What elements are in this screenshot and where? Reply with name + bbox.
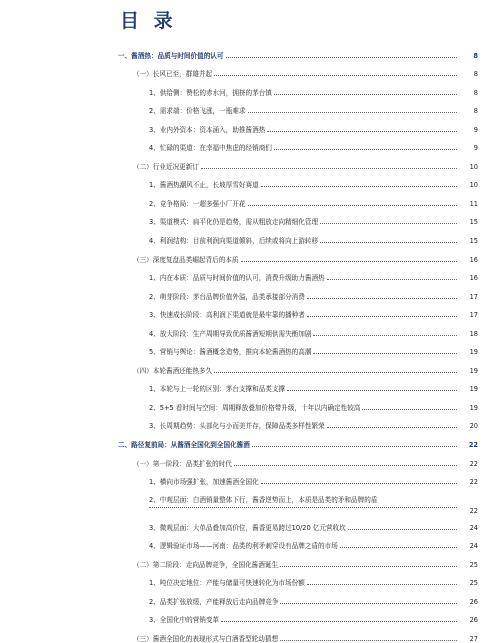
toc-page-number: 8 [473, 70, 478, 79]
toc-page-number: 17 [469, 292, 478, 301]
dot-leader [287, 390, 457, 391]
toc-page-number: 18 [469, 329, 478, 338]
toc-page-number: 9 [473, 125, 478, 134]
toc-entry[interactable] [0, 356, 500, 375]
toc-entry-title: 二、路径复前局：从酱酒全国化到全国化酱酒 [118, 441, 250, 450]
dot-leader [320, 242, 457, 243]
dot-leader [149, 507, 457, 508]
toc-entry-title: 3、渠道模式：扁平化仍是趋势，需从粗放走向精细化管理 [149, 218, 319, 227]
toc-page-number: 26 [469, 597, 478, 606]
dot-leader [248, 112, 457, 113]
dot-leader [274, 94, 457, 95]
toc-entry-title: 4、忙碌的渠道：在幸福中焦虑的经销商们 [149, 144, 272, 153]
dot-leader [221, 621, 457, 622]
table-of-contents [0, 41, 500, 643]
toc-page-number: 19 [469, 403, 478, 412]
dot-leader [248, 205, 457, 206]
toc-page-number: 17 [469, 311, 478, 320]
toc-entry[interactable] [0, 264, 500, 283]
toc-entry[interactable] [0, 226, 500, 245]
dot-leader [307, 584, 457, 585]
toc-page-number: 8 [473, 51, 478, 60]
toc-entry[interactable] [0, 449, 500, 468]
toc-entry-title: 一、酱酒热：品质与时间价值的认可 [118, 51, 224, 60]
dot-leader [313, 353, 457, 354]
dot-leader [327, 427, 457, 428]
toc-entry-title: 2、萌芽阶段：茅台品牌价值外溢，品类承接部分消费 [149, 292, 305, 301]
toc-entry[interactable] [0, 301, 500, 320]
toc-page-number: 10 [469, 181, 478, 190]
toc-entry[interactable] [0, 282, 500, 301]
toc-entry-title: （三）酱酒全国化的表现形式与白酒香型轮动猜想 [133, 634, 279, 643]
toc-page-number: 22 [469, 478, 478, 487]
toc-entry-title: 1、供给侧：赞松的赤水河，拥挤的茅台镇 [149, 88, 272, 97]
toc-entry[interactable] [0, 468, 500, 487]
toc-entry[interactable] [0, 245, 500, 264]
dot-leader [252, 446, 457, 447]
toc-entry-title: 4、放大阶段：生产周期导致优质酱酒短期供需失衡加剧 [149, 329, 312, 338]
toc-entry[interactable] [0, 412, 500, 431]
toc-entry-title: 3、业内外资本：资本涌入，助推酱酒热 [149, 125, 266, 134]
toc-entry[interactable] [0, 624, 500, 643]
toc-page-number: 22 [468, 441, 478, 450]
toc-entry[interactable] [0, 41, 500, 60]
toc-entry-title: 1、本轮与上一轮的区别：茅台支撑和品类支撑 [149, 385, 286, 394]
dot-leader [348, 529, 457, 530]
toc-entry-title: （二）第二阶段：走向品牌竞争，全国化酱酒诞生 [133, 560, 279, 569]
dot-leader [280, 566, 457, 567]
toc-page-number: 19 [469, 385, 478, 394]
toc-entry[interactable] [0, 513, 500, 532]
dot-leader [280, 640, 457, 641]
toc-entry-title: （四）本轮酱酒还能热多久 [133, 366, 213, 375]
toc-entry-title: 2、品类扩张放缓，产能释放后走向品牌竞争 [149, 597, 279, 606]
dot-leader [226, 57, 458, 58]
toc-entry-title: 1、吨位决定地位：产能与储量可快速转化为市场份额 [149, 579, 305, 588]
toc-entry[interactable] [0, 486, 500, 516]
toc-entry[interactable] [0, 115, 500, 134]
toc-entry[interactable] [0, 134, 500, 153]
toc-entry[interactable] [0, 97, 500, 116]
toc-page-number: 15 [469, 237, 478, 246]
dot-leader [267, 131, 457, 132]
toc-entry[interactable] [0, 550, 500, 569]
toc-page-number: 8 [473, 88, 478, 97]
toc-page-number: 11 [469, 199, 478, 208]
dot-leader [313, 335, 457, 336]
toc-page-number: 26 [469, 616, 478, 625]
toc-page-number: 9 [473, 144, 478, 153]
toc-entry-title: 4、利润结构：目前利润向渠道倾斜，后续或将向上游转移 [149, 237, 319, 246]
toc-entry-title: 3、长周期趋势：头部化与小而美并存，保障品类多样性繁荣 [149, 422, 325, 431]
toc-entry-title: 3、全国化中的营销变革 [149, 616, 220, 625]
toc-page-number: 8 [473, 107, 478, 116]
toc-entry-title: （三）深度复盘品类崛起背后的本质 [133, 255, 239, 264]
toc-entry[interactable] [0, 569, 500, 588]
toc-entry-title: 5、营销与舆论：酱酒概念造势，推向本轮酱酒热的高潮 [149, 348, 312, 357]
toc-page-number: 25 [469, 560, 478, 569]
dot-leader [201, 168, 457, 169]
toc-entry-title: 3、快速成长阶段：高利润下渠道就是最牢靠的播种者 [149, 311, 305, 320]
dot-leader [234, 465, 457, 466]
toc-entry-title: 2、竞争格局：一超多强小厂开花 [149, 199, 246, 208]
toc-entry-title: 1、内在本质：品质与时间价值的认可，消费升级助力酱酒热 [149, 274, 325, 283]
dot-leader [280, 603, 457, 604]
toc-page-number: 16 [469, 274, 478, 283]
toc-entry[interactable] [0, 338, 500, 357]
toc-entry[interactable] [0, 152, 500, 171]
toc-entry[interactable] [0, 189, 500, 208]
toc-entry[interactable] [0, 532, 500, 551]
toc-entry-title: 2、中观层面：白酒销量整体下行，酱香逆势而上，本质是品类的矛和品牌的盾 [149, 496, 378, 505]
toc-page-number: 24 [469, 523, 478, 532]
dot-leader [241, 261, 458, 262]
toc-page-number: 19 [469, 348, 478, 357]
dot-leader [274, 149, 457, 150]
toc-entry[interactable] [0, 587, 500, 606]
toc-page-number: 24 [469, 542, 478, 551]
toc-entry-title: 3、微观层面：大单品叠加高价位，酱香更易跨过10/20 亿元营收坎 [149, 523, 346, 532]
dot-leader [261, 186, 457, 187]
dot-leader [340, 547, 457, 548]
toc-page-number: 20 [469, 422, 478, 431]
page-title: 目 录 [120, 10, 177, 32]
toc-entry-title: 1、酱酒热潮风不止，长坡厚雪好赛道 [149, 181, 259, 190]
toc-page-number: 10 [469, 162, 478, 171]
toc-entry-title: （一）长风已至，群雄并起 [133, 70, 213, 79]
toc-entry[interactable] [0, 606, 500, 625]
toc-entry-title: 4、逻辑验证市场——河南：品类的利矛刺穿设有品牌之盾的市场 [149, 542, 338, 551]
toc-page-number: 19 [469, 366, 478, 375]
toc-entry-title: （二）行业近况更新订 [133, 162, 199, 171]
toc-page-number: 15 [469, 218, 478, 227]
toc-entry[interactable] [0, 375, 500, 394]
toc-entry[interactable] [0, 208, 500, 227]
toc-entry[interactable] [0, 319, 500, 338]
toc-page-number: 22 [469, 459, 478, 468]
dot-leader [320, 223, 457, 224]
toc-page-number: 25 [469, 579, 478, 588]
dot-leader [327, 279, 457, 280]
toc-entry-title: 1、横向市场强扩张，加速酱酒全国化 [149, 478, 259, 487]
toc-entry[interactable] [0, 171, 500, 190]
toc-entry[interactable] [0, 393, 500, 412]
toc-entry[interactable] [0, 60, 500, 79]
toc-page-number: 22 [469, 507, 478, 516]
toc-entry[interactable] [0, 430, 500, 449]
toc-entry-title: 2、5+5 看时间与空间：周期释放叠加价格带升级，十年以内确定性较高 [149, 403, 361, 412]
toc-entry[interactable] [0, 78, 500, 97]
toc-page-number: 27 [469, 634, 478, 643]
dot-leader [307, 298, 457, 299]
dot-leader [214, 372, 457, 373]
toc-entry-title: （一）第一阶段：品类扩张的时代 [133, 459, 232, 468]
dot-leader [214, 75, 457, 76]
toc-entry-title: 2、需求端：价格飞涨，一瓶难求 [149, 107, 246, 116]
dot-leader [307, 316, 457, 317]
toc-page-number: 16 [469, 255, 478, 264]
dot-leader [261, 483, 457, 484]
dot-leader [362, 409, 457, 410]
